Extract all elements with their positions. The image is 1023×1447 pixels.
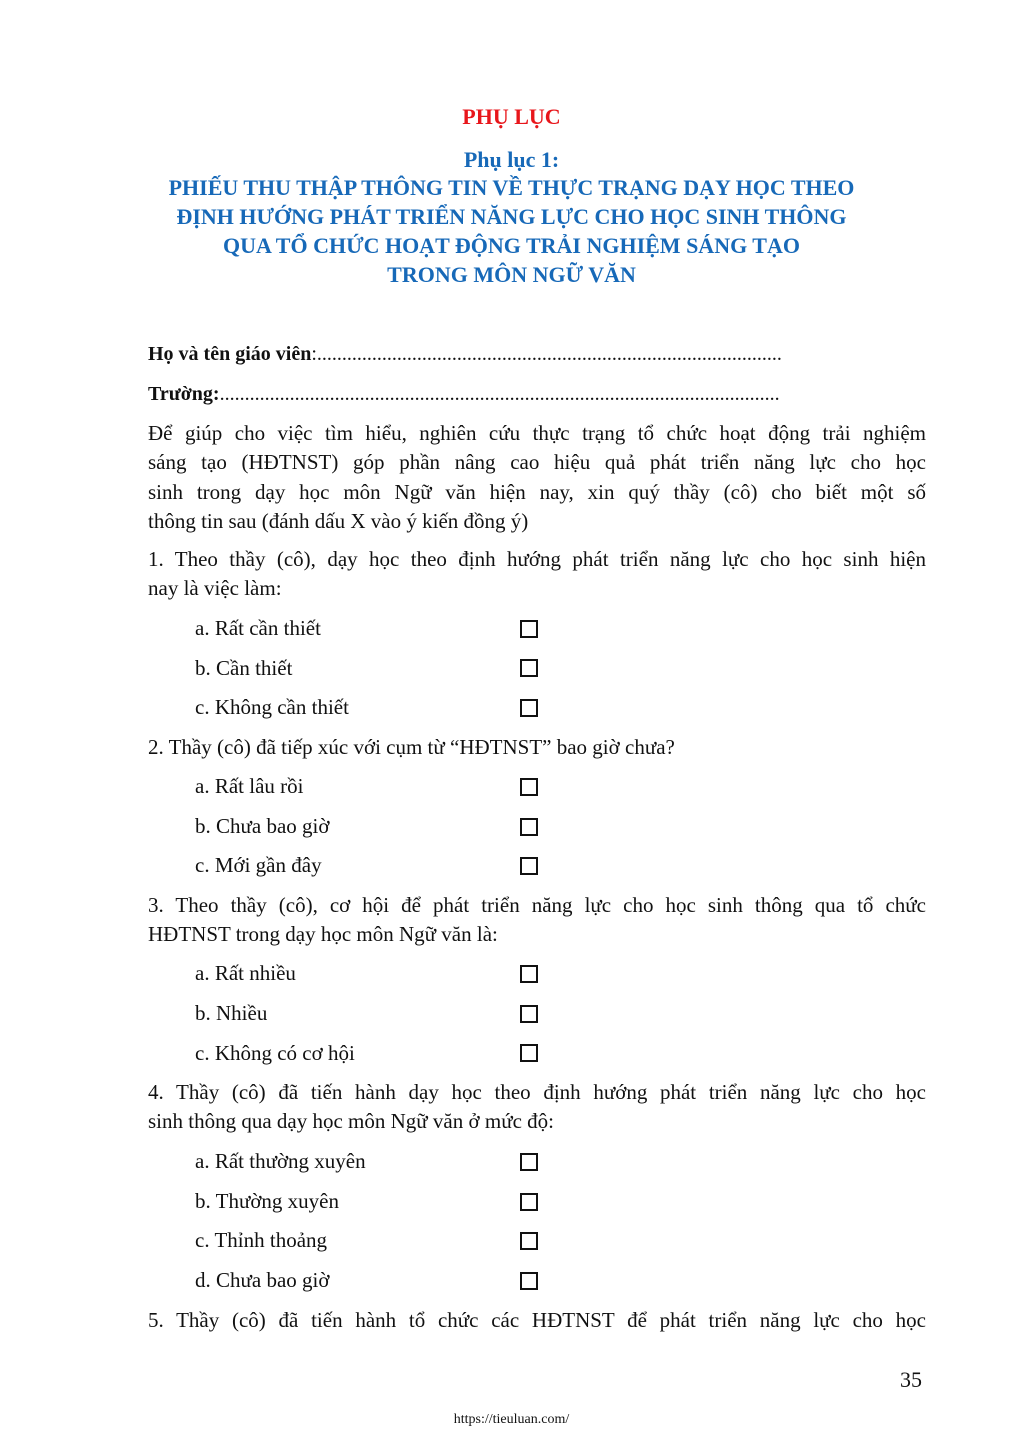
intro-line: sáng tạo (HĐTNST) góp phần nâng cao hiệu quả phát triển năng lực cho học (148, 450, 926, 475)
intro-line: sinh trong dạy học môn Ngữ văn hiện nay, xin quý thầy (cô) cho biết một số (148, 479, 926, 504)
q2-option-c: c. Mới gần đây (195, 853, 322, 877)
q1-option-b: b. Cần thiết (195, 656, 293, 680)
intro-line: thông tin sau (đánh dấu X vào ý kiến đồng ý) (148, 509, 529, 534)
intro-line: Để giúp cho việc tìm hiểu, nghiên cứu thực trạng tổ chức hoạt động trải nghiệm (148, 421, 926, 445)
q4-option-d: d. Chưa bao giờ (195, 1268, 330, 1292)
question-5 (148, 1306, 926, 1335)
q3-option-a-checkbox[interactable] (520, 965, 538, 983)
q4-option-a-checkbox[interactable] (520, 1153, 538, 1171)
q3-option-b-checkbox[interactable] (520, 1005, 538, 1023)
title-line: PHIẾU THU THẬP THÔNG TIN VỀ THỰC TRẠNG DẠY HỌC THEO (168, 175, 855, 200)
question-line: sinh thông qua dạy học môn Ngữ văn ở mức độ: (148, 1109, 554, 1134)
question-3 (148, 891, 926, 950)
school-field (148, 383, 928, 406)
question-line: 2. Thầy (cô) đã tiếp xúc với cụm từ “HĐTNST” bao giờ chưa? (148, 735, 675, 759)
teacher-name-label: Họ và tên giáo viên (148, 343, 312, 365)
q1-option-a-checkbox[interactable] (520, 620, 538, 638)
q1-option-b-checkbox[interactable] (520, 659, 538, 677)
q3-option-c-checkbox[interactable] (520, 1044, 538, 1062)
school-dots: ................................................................................................................ (219, 383, 780, 405)
q3-option-c: c. Không có cơ hội (195, 1041, 355, 1065)
q4-option-b: b. Thường xuyên (195, 1189, 340, 1213)
question-line: 3. Theo thầy (cô), cơ hội để phát triển năng lực cho học sinh thông qua tổ chức (148, 893, 926, 917)
q4-option-c: c. Thỉnh thoảng (195, 1228, 328, 1252)
appendix-title (0, 173, 1023, 289)
title-line: TRONG MÔN NGỮ VĂN (387, 262, 636, 287)
question-line: HĐTNST trong dạy học môn Ngữ văn là: (148, 922, 498, 947)
q1-option-c: c. Không cần thiết (195, 695, 349, 719)
page-number: 35 (900, 1367, 922, 1392)
appendix-heading: PHỤ LỤC (462, 104, 561, 129)
q1-option-a: a. Rất cần thiết (195, 616, 321, 640)
question-1 (148, 545, 926, 604)
q2-option-a: a. Rất lâu rồi (195, 774, 304, 798)
question-2 (148, 733, 926, 762)
q2-option-c-checkbox[interactable] (520, 857, 538, 875)
appendix-subheading: Phụ lục 1: (463, 147, 560, 172)
title-line: QUA TỔ CHỨC HOẠT ĐỘNG TRẢI NGHIỆM SÁNG TẠO (223, 233, 800, 258)
q3-option-b: b. Nhiều (195, 1001, 268, 1025)
q1-option-c-checkbox[interactable] (520, 699, 538, 717)
footer-url[interactable]: https://tieuluan.com/ (453, 1412, 570, 1427)
question-line: nay là việc làm: (148, 576, 282, 601)
teacher-name-dots: :............................................................................................. (311, 343, 782, 365)
school-label: Trường: (148, 383, 220, 405)
question-line: 5. Thầy (cô) đã tiến hành tổ chức các HĐTNST để phát triển năng lực cho học (148, 1308, 926, 1332)
q4-option-b-checkbox[interactable] (520, 1193, 538, 1211)
q4-option-a: a. Rất thường xuyên (195, 1149, 366, 1173)
question-line: 4. Thầy (cô) đã tiến hành dạy học theo định hướng phát triển năng lực cho học (148, 1080, 926, 1104)
intro-paragraph (148, 419, 926, 537)
q4-option-c-checkbox[interactable] (520, 1232, 538, 1250)
teacher-name-field (148, 343, 928, 366)
question-4 (148, 1078, 926, 1137)
title-line: ĐỊNH HƯỚNG PHÁT TRIỂN NĂNG LỰC CHO HỌC SINH THÔNG (176, 204, 847, 229)
question-line: 1. Theo thầy (cô), dạy học theo định hướng phát triển năng lực cho học sinh hiện (148, 547, 926, 571)
q2-option-b: b. Chưa bao giờ (195, 814, 330, 838)
q3-option-a: a. Rất nhiều (195, 961, 296, 985)
q2-option-b-checkbox[interactable] (520, 818, 538, 836)
q4-option-d-checkbox[interactable] (520, 1272, 538, 1290)
q2-option-a-checkbox[interactable] (520, 778, 538, 796)
